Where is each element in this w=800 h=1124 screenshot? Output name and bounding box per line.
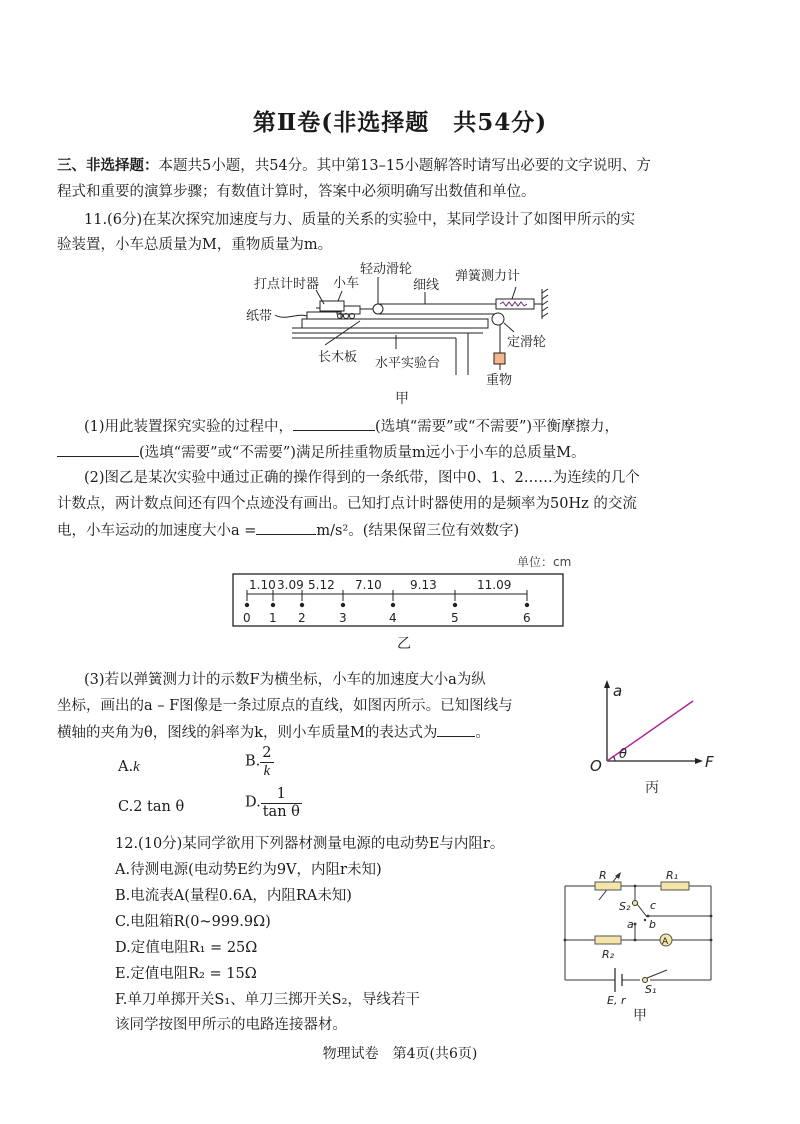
q12-item-c: C.电阻箱R(0~999.9Ω) [115, 914, 271, 930]
figure-apparatus [230, 257, 580, 407]
option-c[interactable]: C.2 tan θ [118, 799, 185, 815]
label-string: 细线 [413, 278, 440, 293]
answer-blank-1[interactable] [293, 416, 375, 431]
q12-item-f: F.单刀单掷开关S₁、单刀三掷开关S₂，导线若干 [115, 992, 420, 1008]
q11-part2-line3: 电，小车运动的加速度大小a = m/s²。(结果保留三位有效数字) [57, 520, 519, 541]
label-source: E, r [607, 994, 626, 1007]
origin-label: O [590, 757, 602, 775]
q11-part3-line3: 横轴的夹角为θ，图线的斜率为k，则小车质量M的表达式为 。 [57, 722, 490, 743]
q12-item-b: B.电流表A(量程0.6A，内阻RA未知) [115, 888, 352, 904]
figure-circuit [555, 868, 745, 1028]
segment-5-6: 11.09 [477, 578, 512, 592]
y-axis-label: a [613, 682, 623, 700]
label-R1: R₁ [666, 869, 679, 882]
label-S1: S₁ [645, 983, 657, 996]
label-tape: 纸带 [246, 309, 273, 324]
label-cart: 小车 [333, 276, 360, 291]
q12-item-d: D.定值电阻R₁ = 25Ω [115, 940, 258, 956]
answer-blank-accel[interactable] [256, 520, 316, 535]
figure-yi-caption: 乙 [397, 636, 411, 652]
answer-blank-2[interactable] [57, 442, 139, 457]
segment-2-3: 5.12 [308, 578, 335, 592]
angle-label: θ [619, 747, 627, 762]
figure-tape [225, 548, 585, 660]
answer-blank-mass[interactable] [437, 722, 475, 737]
resistor-R2 [595, 936, 621, 944]
segment-1-2: 3.09 [277, 578, 304, 592]
label-weight: 重物 [486, 373, 513, 388]
q11-part1-line1: (1)用此装置探究实验的过程中， (选填“需要”或“不需要”)平衡摩擦力， [84, 416, 619, 437]
page-title: 第Ⅱ卷(非选择题 共54分) [252, 109, 548, 136]
option-d[interactable]: D. $\frac{1}{\text{tan θ}}$ [245, 786, 300, 820]
point-1: 1 [269, 611, 277, 625]
unit-label: 单位：cm [517, 555, 572, 569]
label-timer: 打点计时器 [254, 277, 320, 292]
point-4: 4 [389, 611, 397, 625]
segment-4-5: 9.13 [410, 578, 437, 592]
point-0: 0 [243, 611, 251, 625]
label-b: b [649, 918, 656, 931]
q12-item-e: E.定值电阻R₂ = 15Ω [115, 966, 257, 982]
label-c: c [650, 899, 657, 912]
option-b[interactable]: B. $\frac{2}{k}$ [245, 745, 272, 779]
figure-a-f-graph [585, 675, 745, 805]
label-fixed-pulley: 定滑轮 [507, 335, 547, 350]
figure-jia-caption: 甲 [395, 391, 409, 407]
resistor-R [595, 882, 621, 890]
resistor-R1 [661, 882, 689, 890]
x-axis-label: F [705, 753, 714, 771]
q11-part3-line1: (3)若以弹簧测力计的示数F为横坐标，小车的加速度大小a为纵 [84, 672, 486, 688]
label-board: 长木板 [318, 350, 358, 365]
q12-stem: 12.(10分)某同学欲用下列器材测量电源的电动势E与内阻r。 [115, 836, 505, 852]
label-R2: R₂ [602, 948, 615, 961]
point-2: 2 [298, 611, 306, 625]
point-5: 5 [451, 611, 459, 625]
label-a: a [627, 918, 634, 931]
label-S2: S₂ [619, 900, 631, 913]
option-a[interactable]: A.k [118, 759, 140, 775]
q11-part2-line1: (2)图乙是某次实验中通过正确的操作得到的一条纸带，图中0、1、2……为连续的几个 [84, 470, 640, 486]
segment-0-1: 1.10 [249, 578, 276, 592]
label-light-pulley: 轻动滑轮 [360, 262, 413, 277]
q12-item-a: A.待测电源(电动势E约为9V，内阻r未知) [115, 862, 382, 878]
label-table: 水平实验台 [375, 356, 441, 371]
q11-part1-line2: (选填“需要”或“不需要”)满足所挂重物质量m远小于小车的总质量M。 [57, 442, 586, 463]
section-heading: 三、非选择题： [57, 158, 159, 174]
q11-part3-line2: 坐标，画出的a – F图像是一条过原点的直线，如图丙所示。已知图线与 [57, 698, 513, 714]
q12-last-line: 该同学按图甲所示的电路连接器材。 [115, 1017, 347, 1033]
label-R: R [599, 869, 607, 882]
section-intro-line2: 程式和重要的演算步骤；有数值计算时，答案中必须明确写出数值和单位。 [57, 184, 536, 200]
q11-stem-line2: 验装置，小车总质量为M，重物质量为m。 [57, 237, 333, 253]
q11-part2-line2: 计数点，两计数点间还有四个点迹没有画出。已知打点计时器使用的是频率为50Hz 的交流 [57, 496, 637, 512]
q11-stem-line1: 11.(6分)在某次探究加速度与力、质量的关系的实验中，某同学设计了如图甲所示的实 [84, 212, 636, 228]
figure-circuit-caption: 甲 [633, 1008, 647, 1024]
figure-bing-caption: 丙 [645, 780, 659, 796]
svg-text:A: A [662, 937, 669, 947]
point-6: 6 [523, 611, 531, 625]
section-intro-line1: 三、非选择题：本题共5小题，共54分。其中第13–15小题解答时请写出必要的文字说明、方 [57, 158, 651, 174]
label-spring-scale: 弹簧测力计 [455, 269, 521, 284]
page-footer: 物理试卷 第4页(共6页) [322, 1046, 478, 1062]
segment-3-4: 7.10 [355, 578, 382, 592]
point-3: 3 [339, 611, 347, 625]
